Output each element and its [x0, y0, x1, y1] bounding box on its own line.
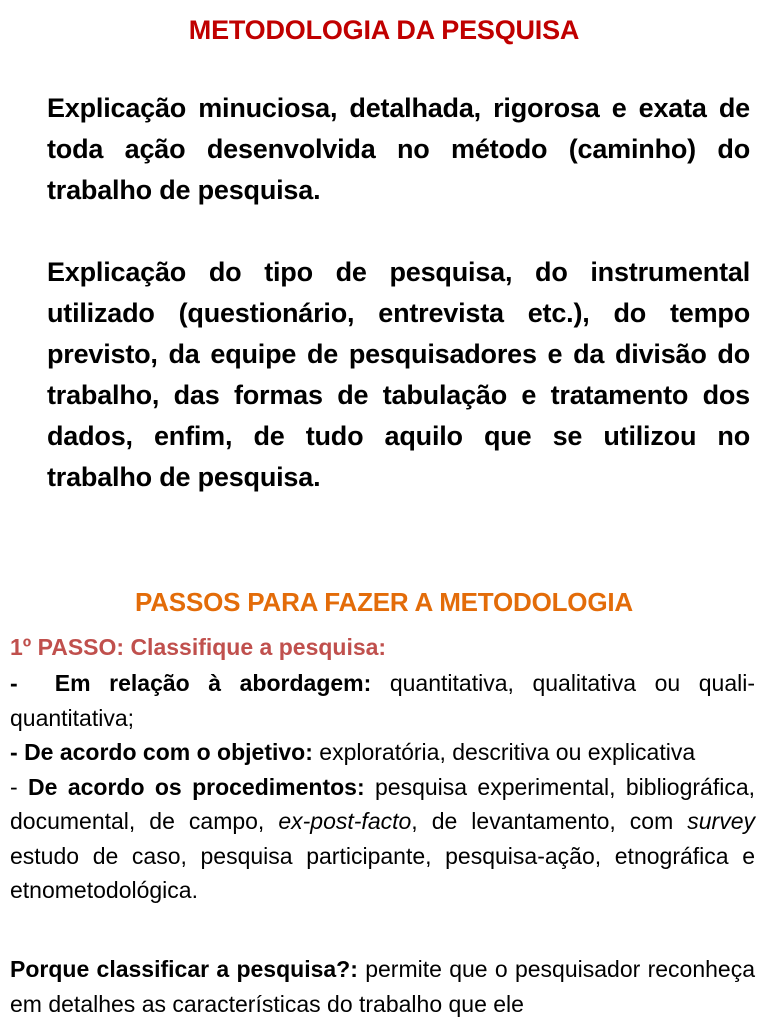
page-title: METODOLOGIA DA PESQUISA	[188, 15, 580, 45]
item-text: pesquisa experimental, bibliográfica, documental, de campo,	[10, 773, 756, 834]
why-text: permite que o pesquisador reconheça em detalhes as características do trabalho que ele	[10, 956, 755, 1017]
step-1-title: 1º PASSO: Classifique a pesquisa:	[10, 634, 387, 660]
item-label: Em relação à abordagem:	[54, 670, 372, 696]
item-text: exploratória, descritiva ou explicativa	[312, 739, 696, 765]
item-dash: -	[10, 773, 29, 800]
item-italic-term: survey	[687, 808, 755, 834]
steps-heading: PASSOS PARA FAZER A METODOLOGIA	[135, 587, 633, 617]
item-dash: -	[10, 670, 55, 696]
why-classify-paragraph	[10, 952, 755, 1021]
list-item	[10, 666, 755, 735]
item-text: quantitativa, qualitativa ou quali-quantitativa;	[10, 670, 755, 731]
item-italic-term: ex-post-facto	[278, 808, 412, 834]
classification-list	[10, 666, 755, 908]
item-text: , de levantamento, com	[411, 808, 688, 834]
item-dash: -	[10, 739, 25, 765]
item-text: estudo de caso, pesquisa participante, pesquisa-ação, etnográfica e etnometodológica.	[10, 842, 755, 903]
list-item	[10, 735, 755, 770]
item-label: De acordo com o objetivo:	[24, 739, 313, 765]
intro-paragraph-2: Explicação do tipo de pesquisa, do instrumental utilizado (questionário, entrevista etc.), do tempo previsto, da equipe de pesquisadores e da divisão do trabalho, das formas de tabulação e tratamento dos dados, enfim, de tudo aquilo que se utilizou no trabalho de pesquisa.	[47, 257, 750, 492]
intro-paragraph-1: Explicação minuciosa, detalhada, rigorosa e exata de toda ação desenvolvida no método (caminho) do trabalho de pesquisa.	[47, 93, 750, 205]
why-label: Porque classificar a pesquisa?:	[10, 956, 358, 982]
list-item	[10, 770, 755, 908]
item-label: De acordo os procedimentos:	[28, 773, 365, 800]
